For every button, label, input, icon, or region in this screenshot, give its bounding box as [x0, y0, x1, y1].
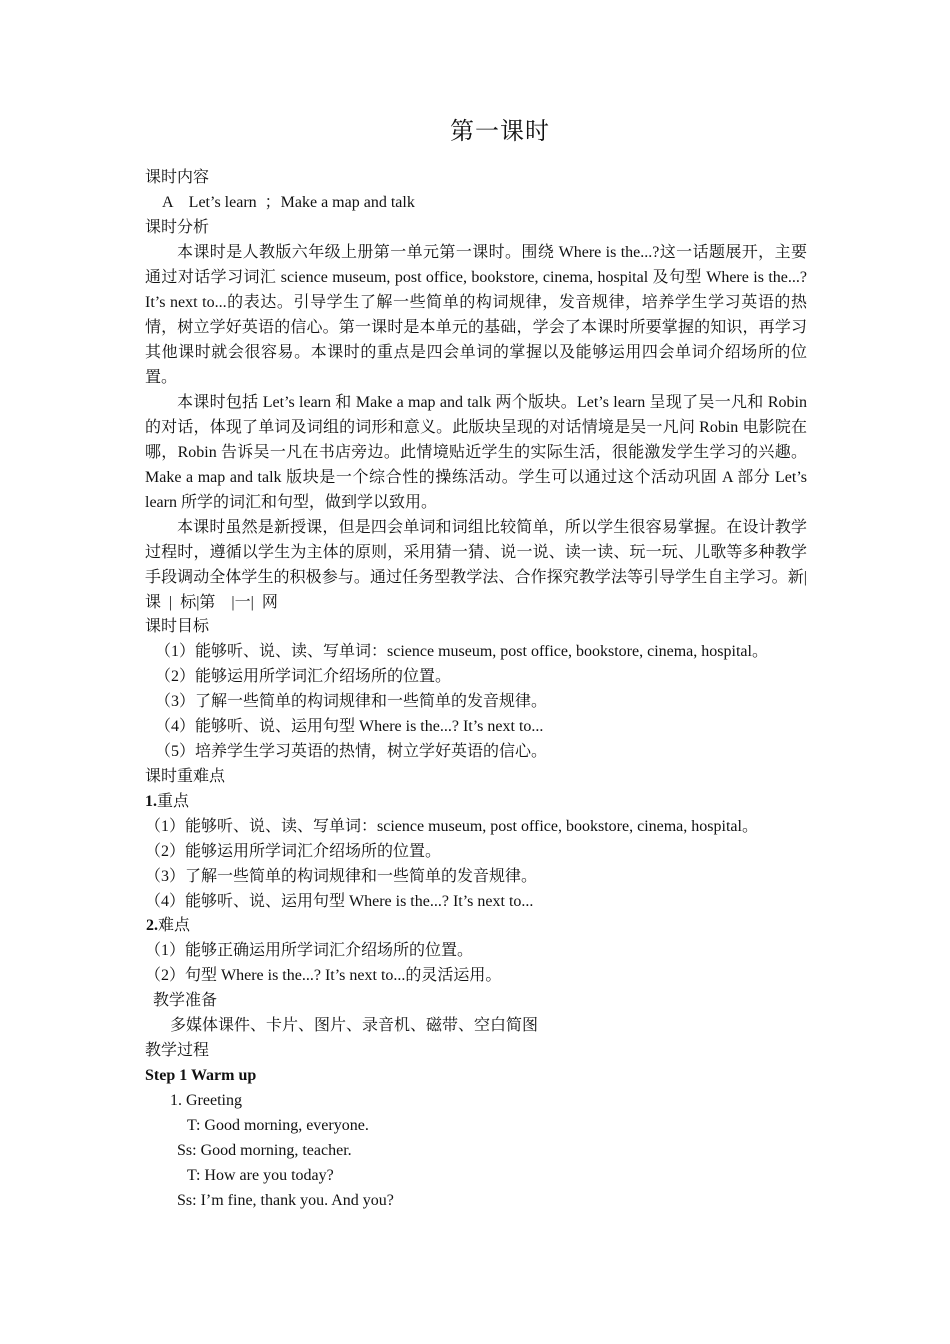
key-subheading — [145, 789, 189, 814]
goal-item: （2）能够运用所学词汇介绍场所的位置。 — [155, 668, 452, 685]
key-label: 重点 — [157, 793, 190, 810]
difficulty-subheading — [146, 913, 190, 938]
difficulty-number: 2. — [146, 917, 158, 934]
key-item: （3）了解一些简单的构词规律和一些简单的发音规律。 — [145, 868, 538, 885]
key-number: 1. — [145, 793, 157, 810]
goal-item: （1）能够听、说、读、写单词：science museum, post office, bookstore, cinema, hospital。 — [155, 643, 768, 660]
key-item: （4）能够听、说、运用句型 Where is the...? It’s next to... — [145, 893, 534, 910]
dialogue-line: Ss: I’m fine, thank you. And you? — [177, 1192, 394, 1209]
content-text: A Let’s learn ；Make a map and talk — [162, 194, 415, 211]
analysis-paragraph-2: 本课时包括 Let’s learn 和 Make a map and talk 两个版块。Let’s learn 呈现了吴一凡和 Robin 的对话，体现了单词及词组的词形和意义。此版块呈现的对话情境是吴一凡问 Robin 电影院在哪，Robin 告诉吴一凡在书店旁边。此情境贴近学生的实际生活，很能激发学生学习的兴趣。Make a map and talk 版块是一个综合性的操练活动。学生可以通过这个活动巩固 A 部分 Let’s learn 所学的词汇和句型，做到学以致用。 — [145, 394, 807, 511]
goal-item: （3）了解一些简单的构词规律和一些简单的发音规律。 — [155, 693, 548, 710]
analysis-heading: 课时分析 — [145, 219, 210, 236]
dialogue-line: T: Good morning, everyone. — [187, 1117, 369, 1134]
greeting-heading: 1. Greeting — [170, 1092, 242, 1109]
difficulty-label: 难点 — [158, 917, 191, 934]
prep-heading: 教学准备 — [153, 992, 218, 1009]
prep-text: 多媒体课件、卡片、图片、录音机、磁带、空白简图 — [170, 1017, 539, 1034]
analysis-paragraph-3: 本课时虽然是新授课，但是四会单词和词组比较简单，所以学生很容易掌握。在设计教学过程时，遵循以学生为主体的原则，采用猜一猜、说一说、读一读、玩一玩、儿歌等多种教学手段调动全体学生的积极参与。通过任务型教学法、合作探究教学法等引导学生自主学习。新|课 | 标|第 |一| 网 — [145, 519, 807, 611]
key-item: （1）能够听、说、读、写单词：science museum, post office, bookstore, cinema, hospital。 — [145, 818, 758, 835]
page-title: 第一课时 — [450, 119, 550, 145]
keypoints-heading: 课时重难点 — [145, 768, 226, 785]
analysis-paragraph-1: 本课时是人教版六年级上册第一单元第一课时。围绕 Where is the...?这一话题展开，主要通过对话学习词汇 science museum, post office, bookstore, cinema, hospital 及句型 Where is the...? It’s next to...的表达。引导学生了解一些简单的构词规律，发音规律，培养学生学习英语的热情，树立学好英语的信心。第一课时是本单元的基础，学会了本课时所要掌握的知识，再学习其他课时就会很容易。本课时的重点是四会单词的掌握以及能够运用四会单词介绍场所的位置。 — [145, 244, 807, 386]
goals-heading: 课时目标 — [145, 618, 210, 635]
key-item: （2）能够运用所学词汇介绍场所的位置。 — [145, 843, 442, 860]
content-heading: 课时内容 — [145, 169, 210, 186]
process-heading: 教学过程 — [145, 1042, 210, 1059]
difficulty-item: （1）能够正确运用所学词汇介绍场所的位置。 — [145, 942, 474, 959]
dialogue-line: Ss: Good morning, teacher. — [177, 1142, 352, 1159]
goal-item: （4）能够听、说、运用句型 Where is the...? It’s next to... — [155, 718, 544, 735]
step-1-heading: Step 1 Warm up — [145, 1067, 257, 1084]
dialogue-line: T: How are you today? — [187, 1167, 334, 1184]
difficulty-item: （2）句型 Where is the...? It’s next to...的灵活运用。 — [145, 967, 502, 984]
goal-item: （5）培养学生学习英语的热情，树立学好英语的信心。 — [155, 743, 548, 760]
